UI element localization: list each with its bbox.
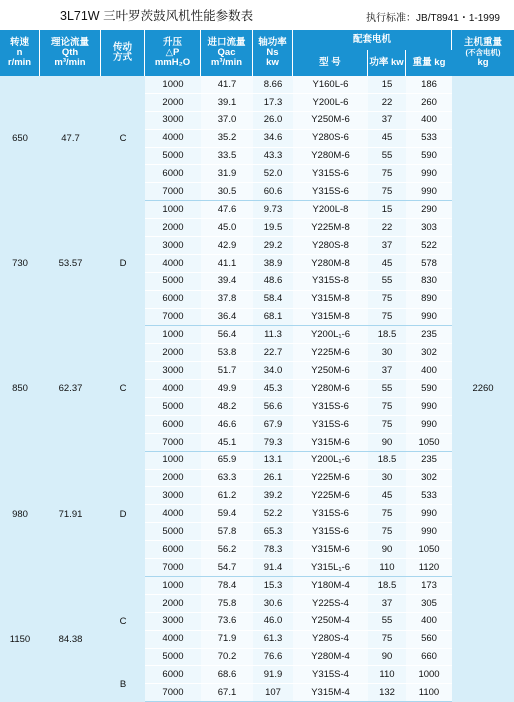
cell-motor-power: 37 [368,237,406,255]
header-main-weight: 主机重量 (不含电机) kg [452,30,514,76]
cell-motor-weight: 990 [406,398,452,416]
cell-motor-model: Y180M-4 [293,577,368,595]
cell-shaft-power: 38.9 [253,255,293,273]
cell-motor-power: 45 [368,487,406,505]
cell-motor-power: 22 [368,94,406,112]
cell-shaft-power: 58.4 [253,291,293,309]
cell-motor-power: 18.5 [368,452,406,470]
cell-pressure: 7000 [145,434,201,452]
cell-motor-power: 75 [368,398,406,416]
cell-motor-model: Y315M-6 [293,541,368,559]
cell-pressure: 3000 [145,112,201,130]
cell-shaft-power: 43.3 [253,148,293,166]
header-pressure: 升压 △P mmH₂O [145,30,201,76]
cell-motor-model: Y225M-6 [293,470,368,488]
cell-inlet-flow: 45.0 [201,219,253,237]
cell-motor-weight: 305 [406,595,452,613]
table-body [0,76,514,702]
cell-shaft-power: 48.6 [253,273,293,291]
table-row [0,452,514,470]
header-speed: 转速 n r/min [0,30,40,76]
table-header [0,30,514,76]
cell-inlet-flow: 56.2 [201,541,253,559]
cell-motor-model: Y280S-4 [293,631,368,649]
cell-shaft-power: 8.66 [253,76,293,94]
cell-motor-power: 45 [368,255,406,273]
cell-pressure: 3000 [145,613,201,631]
cell-motor-weight: 260 [406,94,452,112]
cell-motor-model: Y200L-8 [293,201,368,219]
cell-motor-model: Y225M-6 [293,344,368,362]
cell-speed: 650 [0,76,40,201]
header-motor-weight: 重量 kg [406,50,452,76]
header-theory-flow: 理论流量 Qth m³/min [40,30,101,76]
cell-motor-model: Y315M-4 [293,684,368,702]
table-title: 3L71W 三叶罗茨鼓风机性能参数表 [60,9,254,23]
standard-reference: 执行标准：JB/T8941・1-1999 [366,13,500,24]
cell-motor-weight: 173 [406,577,452,595]
cell-pressure: 1000 [145,326,201,344]
cell-inlet-flow: 51.7 [201,362,253,380]
cell-motor-model: Y280M-6 [293,380,368,398]
cell-pressure: 7000 [145,684,201,702]
cell-motor-power: 75 [368,165,406,183]
cell-motor-power: 55 [368,148,406,166]
cell-motor-power: 30 [368,344,406,362]
performance-table [0,30,514,702]
cell-motor-weight: 522 [406,237,452,255]
cell-motor-power: 55 [368,273,406,291]
cell-shaft-power: 13.1 [253,452,293,470]
cell-motor-weight: 186 [406,76,452,94]
cell-pressure: 2000 [145,219,201,237]
cell-pressure: 2000 [145,94,201,112]
cell-inlet-flow: 39.1 [201,94,253,112]
cell-pressure: 6000 [145,291,201,309]
cell-shaft-power: 107 [253,684,293,702]
cell-shaft-power: 91.4 [253,559,293,577]
cell-shaft-power: 11.3 [253,326,293,344]
cell-shaft-power: 15.3 [253,577,293,595]
cell-pressure: 6000 [145,541,201,559]
cell-theory-flow: 53.57 [40,201,101,326]
cell-inlet-flow: 53.8 [201,344,253,362]
cell-motor-model: Y315S-6 [293,398,368,416]
cell-pressure: 2000 [145,470,201,488]
cell-motor-weight: 590 [406,148,452,166]
cell-inlet-flow: 48.2 [201,398,253,416]
cell-pressure: 4000 [145,631,201,649]
cell-motor-model: Y250M-6 [293,112,368,130]
cell-motor-power: 75 [368,291,406,309]
cell-motor-weight: 990 [406,416,452,434]
cell-pressure: 3000 [145,237,201,255]
cell-motor-weight: 990 [406,309,452,327]
cell-inlet-flow: 57.8 [201,523,253,541]
cell-motor-model: Y315S-6 [293,505,368,523]
table-row [0,577,514,595]
cell-shaft-power: 56.6 [253,398,293,416]
cell-inlet-flow: 33.5 [201,148,253,166]
cell-shaft-power: 46.0 [253,613,293,631]
cell-pressure: 2000 [145,344,201,362]
cell-inlet-flow: 70.2 [201,649,253,667]
cell-inlet-flow: 30.5 [201,183,253,201]
cell-motor-power: 22 [368,219,406,237]
cell-motor-power: 55 [368,380,406,398]
cell-pressure: 2000 [145,595,201,613]
table-row [0,201,514,219]
table-row [0,326,514,344]
table-row [0,76,514,94]
cell-speed: 980 [0,452,40,577]
cell-inlet-flow: 59.4 [201,505,253,523]
cell-inlet-flow: 71.9 [201,631,253,649]
cell-pressure: 4000 [145,130,201,148]
cell-drive: B [101,666,145,702]
cell-shaft-power: 19.5 [253,219,293,237]
cell-inlet-flow: 63.3 [201,470,253,488]
cell-inlet-flow: 61.2 [201,487,253,505]
cell-motor-model: Y315S-6 [293,183,368,201]
cell-shaft-power: 68.1 [253,309,293,327]
cell-pressure: 5000 [145,649,201,667]
cell-pressure: 7000 [145,559,201,577]
cell-pressure: 5000 [145,273,201,291]
cell-motor-weight: 400 [406,613,452,631]
cell-inlet-flow: 78.4 [201,577,253,595]
cell-inlet-flow: 39.4 [201,273,253,291]
cell-motor-power: 15 [368,201,406,219]
cell-motor-power: 75 [368,309,406,327]
cell-motor-weight: 990 [406,505,452,523]
cell-drive: D [101,452,145,577]
cell-motor-weight: 1000 [406,666,452,684]
cell-shaft-power: 34.6 [253,130,293,148]
cell-motor-power: 18.5 [368,577,406,595]
cell-inlet-flow: 75.8 [201,595,253,613]
cell-motor-weight: 578 [406,255,452,273]
cell-motor-power: 37 [368,362,406,380]
cell-pressure: 1000 [145,452,201,470]
cell-inlet-flow: 54.7 [201,559,253,577]
cell-motor-model: Y250M-4 [293,613,368,631]
cell-shaft-power: 29.2 [253,237,293,255]
cell-motor-power: 37 [368,112,406,130]
cell-shaft-power: 17.3 [253,94,293,112]
cell-motor-weight: 400 [406,362,452,380]
cell-motor-model: Y280S-8 [293,237,368,255]
cell-pressure: 4000 [145,255,201,273]
cell-inlet-flow: 41.7 [201,76,253,94]
cell-motor-power: 90 [368,541,406,559]
cell-motor-model: Y315S-6 [293,523,368,541]
cell-inlet-flow: 47.6 [201,201,253,219]
cell-shaft-power: 26.0 [253,112,293,130]
cell-shaft-power: 65.3 [253,523,293,541]
cell-motor-model: Y225M-8 [293,219,368,237]
cell-shaft-power: 52.2 [253,505,293,523]
cell-inlet-flow: 42.9 [201,237,253,255]
cell-inlet-flow: 35.2 [201,130,253,148]
cell-motor-model: Y280S-6 [293,130,368,148]
header-inlet-flow: 进口流量 Qac m³/min [201,30,253,76]
cell-inlet-flow: 31.9 [201,165,253,183]
cell-motor-weight: 302 [406,344,452,362]
cell-motor-model: Y315S-6 [293,416,368,434]
cell-pressure: 6000 [145,165,201,183]
cell-shaft-power: 76.6 [253,649,293,667]
cell-inlet-flow: 49.9 [201,380,253,398]
cell-shaft-power: 26.1 [253,470,293,488]
cell-pressure: 1000 [145,201,201,219]
cell-drive: C [101,76,145,201]
cell-drive: C [101,326,145,451]
cell-inlet-flow: 37.0 [201,112,253,130]
cell-motor-weight: 890 [406,291,452,309]
cell-motor-weight: 400 [406,112,452,130]
cell-shaft-power: 79.3 [253,434,293,452]
cell-shaft-power: 60.6 [253,183,293,201]
cell-inlet-flow: 41.1 [201,255,253,273]
cell-shaft-power: 22.7 [253,344,293,362]
cell-drive: D [101,201,145,326]
cell-motor-power: 55 [368,613,406,631]
cell-speed: 850 [0,326,40,451]
cell-inlet-flow: 73.6 [201,613,253,631]
cell-motor-power: 110 [368,666,406,684]
cell-motor-power: 75 [368,183,406,201]
cell-motor-model: Y315L₁-6 [293,559,368,577]
cell-inlet-flow: 36.4 [201,309,253,327]
cell-motor-model: Y315M-8 [293,309,368,327]
cell-motor-weight: 660 [406,649,452,667]
header-power: 功率 kw [368,50,406,76]
cell-motor-model: Y280M-4 [293,649,368,667]
page-header [0,0,514,30]
cell-shaft-power: 39.2 [253,487,293,505]
cell-pressure: 4000 [145,380,201,398]
cell-pressure: 5000 [145,398,201,416]
cell-shaft-power: 67.9 [253,416,293,434]
cell-motor-power: 75 [368,505,406,523]
cell-motor-model: Y315S-4 [293,666,368,684]
cell-motor-model: Y225S-4 [293,595,368,613]
cell-motor-weight: 533 [406,487,452,505]
cell-motor-model: Y315S-8 [293,273,368,291]
cell-motor-model: Y200L₁-6 [293,452,368,470]
cell-motor-model: Y315S-6 [293,165,368,183]
cell-motor-weight: 990 [406,523,452,541]
header-model: 型 号 [293,50,368,76]
header-shaft-power: 轴功率 Ns kw [253,30,293,76]
cell-motor-model: Y160L-6 [293,76,368,94]
cell-inlet-flow: 65.9 [201,452,253,470]
cell-inlet-flow: 56.4 [201,326,253,344]
cell-motor-weight: 235 [406,452,452,470]
cell-motor-weight: 560 [406,631,452,649]
cell-motor-power: 75 [368,523,406,541]
cell-main-weight: 2260 [452,76,514,702]
cell-shaft-power: 91.9 [253,666,293,684]
cell-shaft-power: 34.0 [253,362,293,380]
cell-motor-power: 90 [368,649,406,667]
cell-inlet-flow: 46.6 [201,416,253,434]
cell-motor-power: 18.5 [368,326,406,344]
cell-pressure: 1000 [145,76,201,94]
cell-theory-flow: 62.37 [40,326,101,451]
cell-theory-flow: 47.7 [40,76,101,201]
cell-motor-power: 90 [368,434,406,452]
cell-motor-model: Y200L-6 [293,94,368,112]
cell-motor-weight: 830 [406,273,452,291]
cell-motor-weight: 990 [406,183,452,201]
cell-motor-weight: 235 [406,326,452,344]
cell-shaft-power: 45.3 [253,380,293,398]
cell-pressure: 1000 [145,577,201,595]
cell-motor-power: 45 [368,130,406,148]
cell-motor-weight: 1120 [406,559,452,577]
cell-motor-power: 75 [368,416,406,434]
cell-motor-weight: 290 [406,201,452,219]
cell-shaft-power: 78.3 [253,541,293,559]
cell-inlet-flow: 67.1 [201,684,253,702]
cell-pressure: 3000 [145,362,201,380]
cell-pressure: 3000 [145,487,201,505]
header-drive: 传动 方式 [101,30,145,76]
cell-shaft-power: 61.3 [253,631,293,649]
cell-motor-power: 132 [368,684,406,702]
header-motor: 配套电机 [293,30,452,50]
cell-motor-power: 110 [368,559,406,577]
cell-motor-weight: 1100 [406,684,452,702]
cell-theory-flow: 71.91 [40,452,101,577]
cell-pressure: 7000 [145,183,201,201]
cell-motor-model: Y200L₁-6 [293,326,368,344]
cell-motor-weight: 533 [406,130,452,148]
cell-shaft-power: 30.6 [253,595,293,613]
cell-speed: 1150 [0,577,40,702]
cell-motor-weight: 990 [406,165,452,183]
cell-motor-weight: 302 [406,470,452,488]
cell-motor-power: 37 [368,595,406,613]
cell-speed: 730 [0,201,40,326]
cell-pressure: 7000 [145,309,201,327]
cell-theory-flow: 84.38 [40,577,101,702]
cell-shaft-power: 52.0 [253,165,293,183]
cell-pressure: 4000 [145,505,201,523]
cell-motor-model: Y315M-8 [293,291,368,309]
cell-inlet-flow: 45.1 [201,434,253,452]
cell-inlet-flow: 37.8 [201,291,253,309]
cell-motor-model: Y250M-6 [293,362,368,380]
cell-motor-model: Y315M-6 [293,434,368,452]
cell-motor-power: 30 [368,470,406,488]
cell-motor-model: Y280M-6 [293,148,368,166]
cell-pressure: 5000 [145,523,201,541]
cell-motor-power: 75 [368,631,406,649]
cell-motor-weight: 303 [406,219,452,237]
cell-motor-weight: 1050 [406,434,452,452]
cell-motor-power: 15 [368,76,406,94]
cell-motor-model: Y225M-6 [293,487,368,505]
cell-pressure: 5000 [145,148,201,166]
cell-inlet-flow: 68.6 [201,666,253,684]
cell-motor-model: Y280M-8 [293,255,368,273]
cell-motor-weight: 590 [406,380,452,398]
cell-drive: C [101,577,145,666]
cell-motor-weight: 1050 [406,541,452,559]
cell-shaft-power: 9.73 [253,201,293,219]
cell-pressure: 6000 [145,416,201,434]
cell-pressure: 6000 [145,666,201,684]
